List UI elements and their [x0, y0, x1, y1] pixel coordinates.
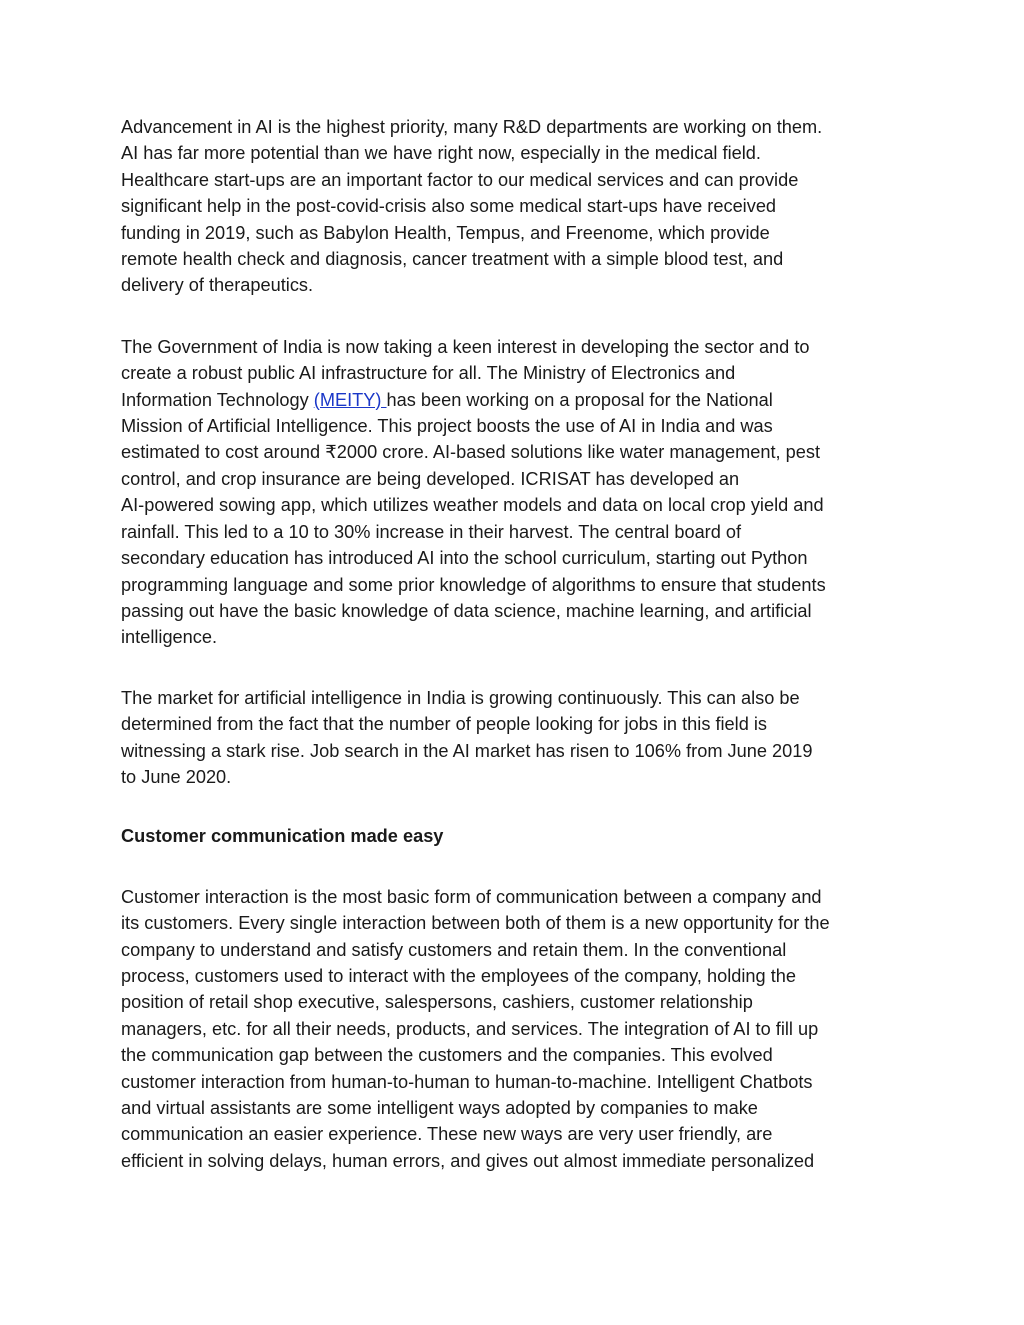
paragraph-text-after-link: has been working on a proposal for the National Mission of Artificial Intelligence. This project boosts the use of AI in India and was estimated to cost around ₹2000 crore. AI-based solutions like water management, pest control, and crop insurance are being developed. ICRISAT has developed an AI-powered sowing app, which utilizes weather models and data on local crop yield and rainfall. This led to a 10 to 30% increase in their harvest. The central board of secondary education has introduced AI into the school curriculum, starting out Python programming language and some prior knowledge of algorithms to ensure that students passing out have the basic knowledge of data science, machine learning, and artificial intelligence.	[121, 389, 826, 648]
paragraph-text-before-link: The Government of India is now taking a keen interest in developing the sector and to create a robust public AI infrastructure for all. The Ministry of Electronics and Information Technology	[121, 336, 810, 410]
meity-link[interactable]: (MEITY)	[313, 389, 387, 410]
paragraph-customer-interaction: Customer interaction is the most basic form of communication between a company and its customers. Every single interaction between both of them is a new opportunity for the company to understand and satisfy customers and retain them. In the conventional process, customers used to interact with the employees of the company, holding the position of retail shop executive, salespersons, cashiers, customer relationship managers, etc. for all their needs, products, and services. The integration of AI to fill up the communication gap between the customers and the companies. This evolved customer interaction from human-to-human to human-to-machine. Intelligent Chatbots and virtual assistants are some intelligent ways adopted by companies to make communication an easier experience. These new ways are very user friendly, are efficient in solving delays, human errors, and gives out almost immediate personalized	[121, 886, 830, 1171]
document-page	[121, 114, 911, 1174]
paragraph-ai-market-india: The market for artificial intelligence in India is growing continuously. This can also be determined from the fact that the number of people looking for jobs in this field is witnessing a stark rise. Job search in the AI market has risen to 106% from June 2019 to June 2020.	[121, 687, 813, 787]
section-heading: Customer communication made easy	[121, 826, 444, 847]
paragraph-ai-advancement: Advancement in AI is the highest priority, many R&D departments are working on them. AI has far more potential than we have right now, especially in the medical field. Healthcare start-ups are an important factor to our medical services and can provide significant help in the post-covid-crisis also some medical start-ups have received funding in 2019, such as Babylon Health, Tempus, and Freenome, which provide remote health check and diagnosis, cancer treatment with a simple blood test, and delivery of therapeutics.	[121, 117, 823, 296]
paragraph-government-of-india	[121, 334, 911, 651]
